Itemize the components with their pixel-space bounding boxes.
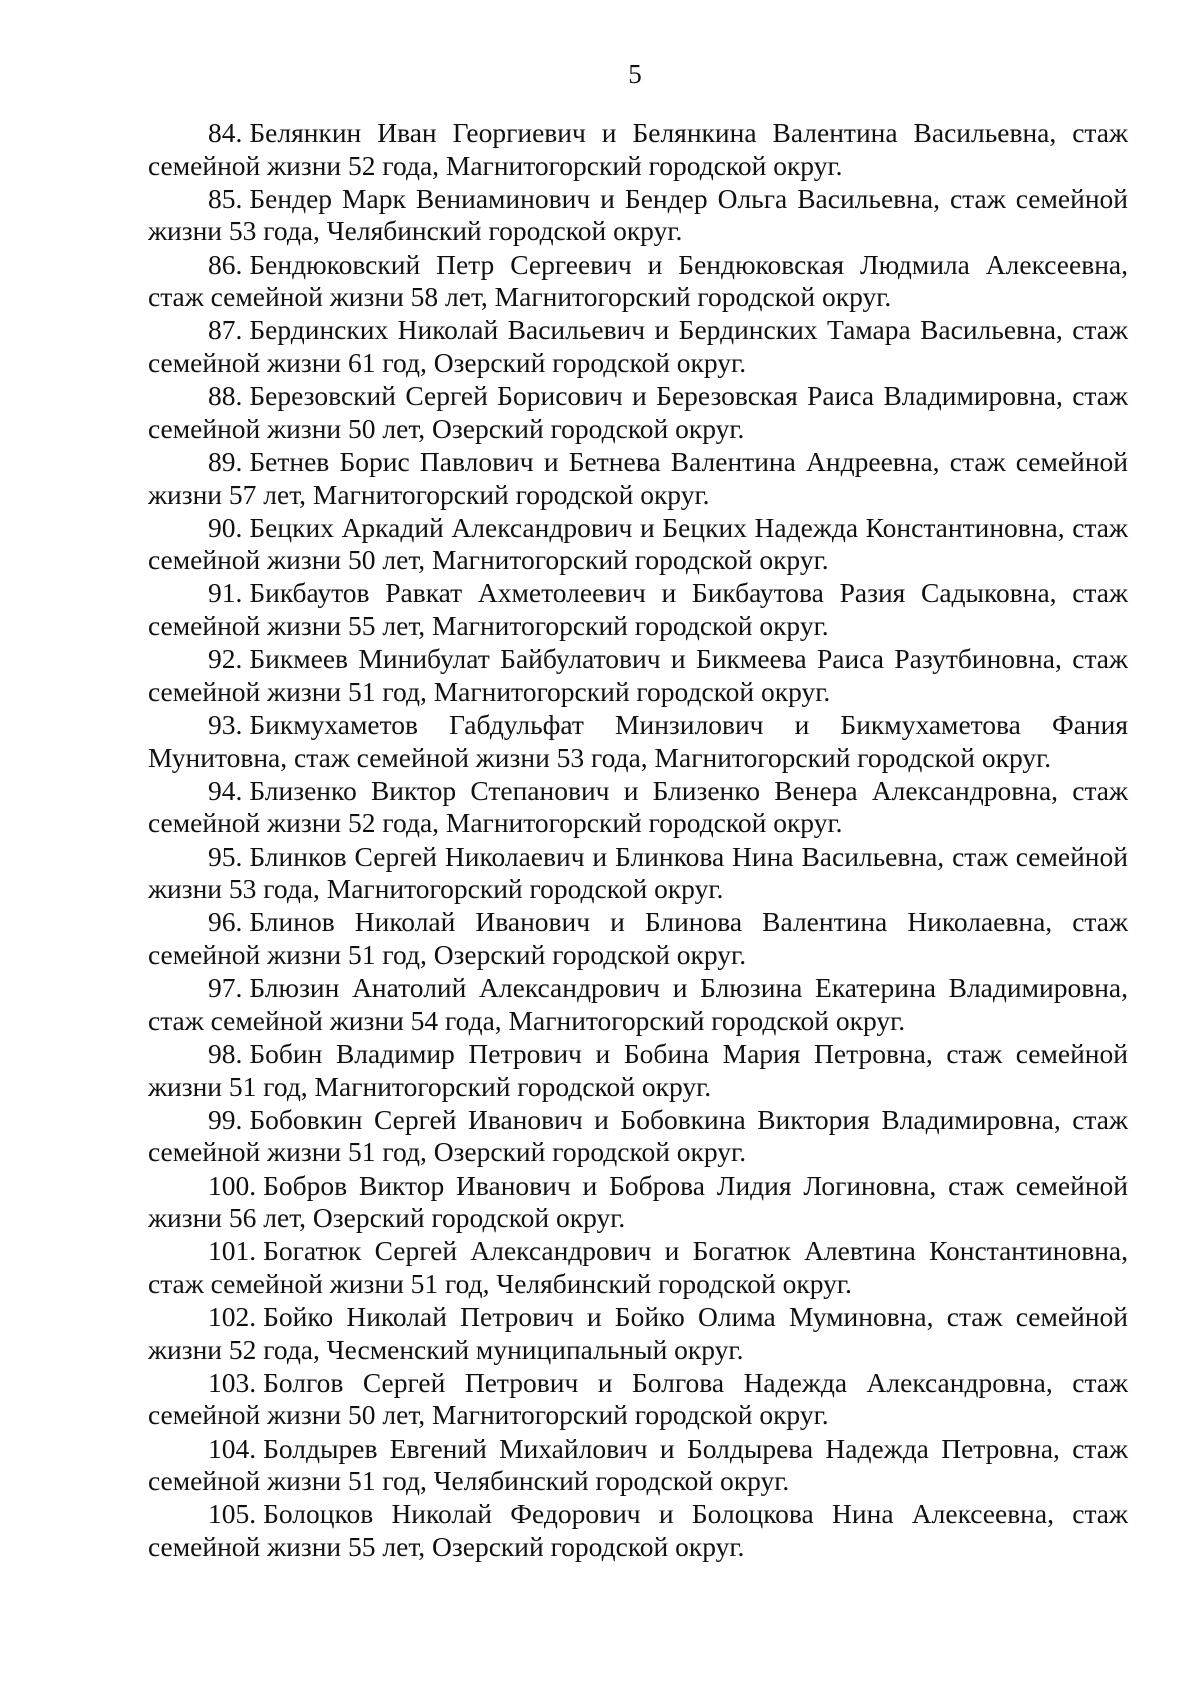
entry-number: 87.: [208, 314, 243, 346]
list-item: [148, 314, 1128, 379]
entry-text: Богатюк Сергей Александрович и Богатюк Алевтина Константиновна, стаж семейной жизни 51 год, Челябинский городской округ.: [148, 1235, 1128, 1299]
entry-number: 101.: [208, 1235, 257, 1267]
entry-text: Блинов Николай Иванович и Блинова Валентина Николаевна, стаж семейной жизни 51 год, Озерский городской округ.: [148, 906, 1128, 970]
entry-text: Болдырев Евгений Михайлович и Болдырева Надежда Петровна, стаж семейной жизни 51 год, Челябинский городской округ.: [148, 1432, 1128, 1497]
list-item: [148, 1301, 1128, 1366]
entry-text: Белянкин Иван Георгиевич и Белянкина Валентина Васильевна, стаж семейной жизни 52 года, Магнитогорский городской округ.: [148, 117, 1128, 181]
entry-number: 92.: [208, 643, 243, 675]
entry-text: Близенко Виктор Степанович и Близенко Венера Александровна, стаж семейной жизни 52 года, Магнитогорский городской округ.: [148, 774, 1128, 839]
entry-text: Блюзин Анатолий Александрович и Блюзина Екатерина Владимировна, стаж семейной жизни 54 года, Магнитогорский городской округ.: [148, 972, 1128, 1036]
list-item: [148, 446, 1128, 511]
list-item: [148, 709, 1128, 774]
entry-text: Бойко Николай Петрович и Бойко Олима Муминовна, стаж семейной жизни 52 года, Чесменский муниципальный округ.: [148, 1301, 1128, 1365]
list-item: [148, 1104, 1128, 1169]
list-item: [148, 1170, 1128, 1235]
entry-number: 104.: [208, 1432, 257, 1464]
entry-text: Болгов Сергей Петрович и Болгова Надежда Александровна, стаж семейной жизни 50 лет, Магнитогорский городской округ.: [148, 1366, 1128, 1431]
list-item: [148, 1433, 1128, 1498]
entry-number: 95.: [208, 840, 243, 872]
entry-number: 98.: [208, 1037, 243, 1069]
entry-number: 100.: [208, 1169, 257, 1201]
list-item: [148, 512, 1128, 577]
entry-number: 91.: [208, 577, 243, 609]
entry-text: Болоцков Николай Федорович и Болоцкова Нина Алексеевна, стаж семейной жизни 55 лет, Озерский городской округ.: [148, 1498, 1128, 1562]
entry-number: 105.: [208, 1498, 257, 1530]
entry-text: Бикмеев Минибулат Байбулатович и Бикмеева Раиса Разутбиновна, стаж семейной жизни 51 год, Магнитогорский городской округ.: [148, 643, 1128, 707]
list-item: [148, 577, 1128, 642]
list-item: [148, 1235, 1128, 1300]
entry-number: 93.: [208, 709, 243, 741]
list-item: [148, 775, 1128, 840]
entry-text: Бендюковский Петр Сергеевич и Бендюковская Людмила Алексеевна, стаж семейной жизни 58 лет, Магнитогорский городской округ.: [148, 248, 1128, 313]
entry-number: 103.: [208, 1366, 257, 1398]
entry-text: Бикмухаметов Габдульфат Минзилович и Бикмухаметова Фания Мунитовна, стаж семейной жизни 53 года, Магнитогорский городской округ.: [148, 709, 1128, 773]
list-item: [148, 906, 1128, 971]
entry-text: Бердинских Николай Васильевич и Бердинских Тамара Васильевна, стаж семейной жизни 61 год, Озерский городской округ.: [148, 314, 1128, 378]
entry-text: Бикбаутов Равкат Ахметолеевич и Бикбаутова Разия Садыковна, стаж семейной жизни 55 лет, Магнитогорский городской округ.: [148, 577, 1128, 642]
entry-text: Бетнев Борис Павлович и Бетнева Валентина Андреевна, стаж семейной жизни 57 лет, Магнитогорский городской округ.: [148, 445, 1128, 510]
entry-number: 96.: [208, 906, 243, 938]
entry-number: 97.: [208, 972, 243, 1004]
list-item: [148, 841, 1128, 906]
list-item: [148, 117, 1128, 182]
list-item: [148, 972, 1128, 1037]
list-item: [148, 183, 1128, 248]
list-item: [148, 643, 1128, 708]
entry-number: 89.: [208, 445, 243, 477]
entry-text: Бобовкин Сергей Иванович и Бобовкина Виктория Владимировна, стаж семейной жизни 51 год, Озерский городской округ.: [148, 1103, 1128, 1168]
entry-text: Бецких Аркадий Александрович и Бецких Надежда Константиновна, стаж семейной жизни 50 лет, Магнитогорский городской округ.: [148, 511, 1128, 576]
entry-number: 90.: [208, 511, 243, 543]
list-item: [148, 1038, 1128, 1103]
entry-number: 102.: [208, 1301, 257, 1333]
entry-number: 85.: [208, 182, 243, 214]
entry-text: Бобров Виктор Иванович и Боброва Лидия Логиновна, стаж семейной жизни 56 лет, Озерский городской округ.: [148, 1169, 1128, 1234]
entry-number: 94.: [208, 774, 243, 806]
entry-number: 88.: [208, 380, 243, 412]
entry-number: 86.: [208, 248, 243, 280]
entry-text: Березовский Сергей Борисович и Березовская Раиса Владимировна, стаж семейной жизни 50 лет, Озерский городской округ.: [148, 380, 1128, 444]
entry-text: Бендер Марк Вениаминович и Бендер Ольга Васильевна, стаж семейной жизни 53 года, Челябинский городской округ.: [148, 182, 1128, 247]
list-item: [148, 249, 1128, 314]
list-item: [148, 1367, 1128, 1432]
entry-list: [148, 117, 1128, 1564]
entry-text: Бобин Владимир Петрович и Бобина Мария Петровна, стаж семейной жизни 51 год, Магнитогорский городской округ.: [148, 1037, 1128, 1102]
list-item: [148, 380, 1128, 445]
entry-number: 99.: [208, 1103, 243, 1135]
entry-text: Блинков Сергей Николаевич и Блинкова Нина Васильевна, стаж семейной жизни 53 года, Магнитогорский городской округ.: [148, 840, 1128, 905]
page-number: 5: [628, 59, 642, 89]
entry-number: 84.: [208, 117, 243, 148]
list-item: [148, 1498, 1128, 1563]
